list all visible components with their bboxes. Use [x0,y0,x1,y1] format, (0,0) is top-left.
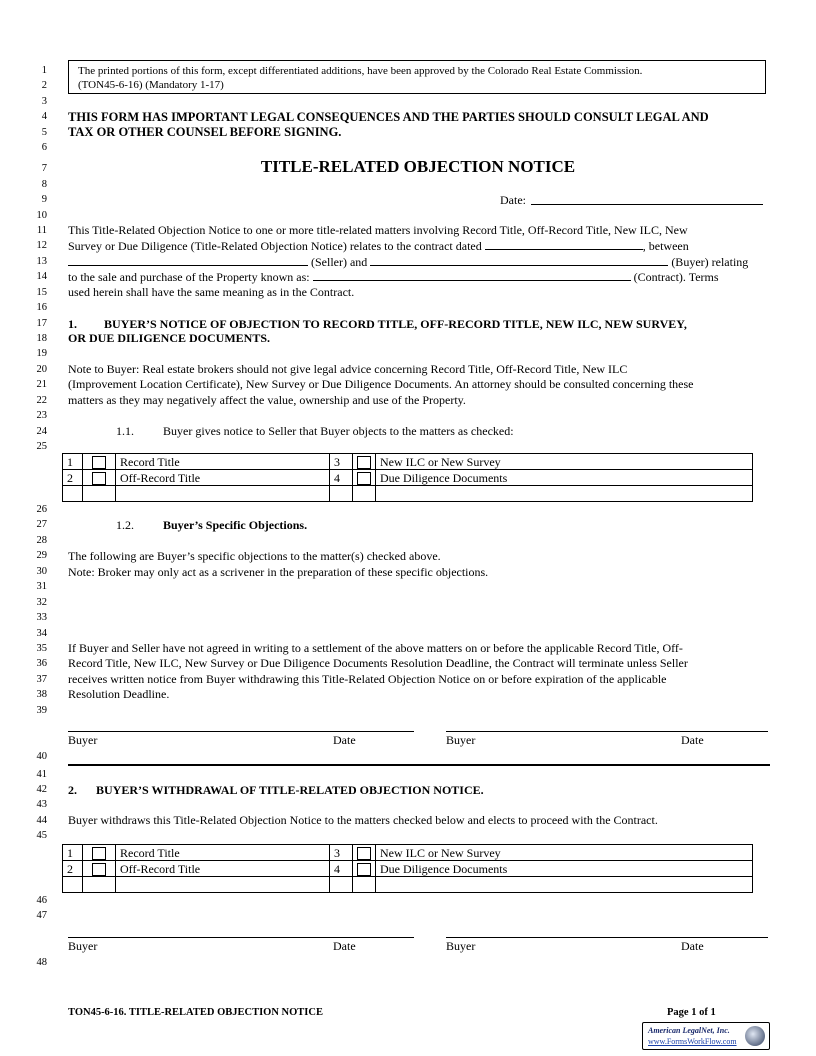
item-number: 1 [63,845,83,861]
signature-label: Buyer [68,733,98,747]
subsection-heading: Buyer’s Specific Objections. [163,518,308,532]
section-divider [68,764,770,766]
line-number: 39 [36,705,47,716]
line-number: 44 [36,815,47,826]
page-title: TITLE-RELATED OBJECTION NOTICE [260,157,576,176]
empty-cell [330,486,353,502]
withdrawal-checklist-table [62,844,753,893]
note-to-buyer-line: matters as they may negatively affect the value, ownership and use of the Property. [68,393,466,407]
intro-text: (Contract). Terms [633,270,719,284]
empty-cell [116,486,330,502]
line-number: 7 [41,163,47,174]
line-number: 15 [36,287,47,298]
approval-notice-box [68,60,766,94]
approval-notice-line: The printed portions of this form, except differentiated additions, have been approved by the Colorado Real Estate Commission. [78,65,643,77]
american-legalnet-logo[interactable] [642,1022,770,1050]
line-number: 41 [36,769,47,780]
termination-paragraph-line: receives written notice from Buyer withdrawing this Title-Related Objection Notice on or before expiration of the applicable [68,672,667,686]
line-number: 35 [36,643,47,654]
logo-url-link[interactable]: www.FormsWorkFlow.com [648,1037,737,1046]
line-number: 29 [36,550,47,561]
intro-line: used herein shall have the same meaning as in the Contract. [68,285,355,299]
objection-checklist-table [62,453,753,502]
line-number: 14 [36,271,47,282]
item-number: 2 [63,861,83,877]
specific-objections-line: The following are Buyer’s specific objections to the matter(s) checked above. [68,549,441,563]
termination-paragraph-line: Resolution Deadline. [68,687,170,701]
line-number: 8 [41,179,47,190]
note-to-buyer-line: (Improvement Location Certificate), New Survey or Due Diligence Documents. An attorney should be consulted concerning these [68,377,694,391]
line-number: 1 [41,65,47,76]
line-number: 36 [36,658,47,669]
line-number: 45 [36,830,47,841]
section1-heading: OR DUE DILIGENCE DOCUMENTS. [68,331,271,345]
line-number: 40 [36,751,47,762]
item-label: Off-Record Title [116,470,330,486]
subsection-number: 1.1. [116,424,134,438]
item-number: 3 [330,454,353,470]
item-number: 3 [330,845,353,861]
line-number: 11 [36,225,47,236]
intro-line: This Title-Related Objection Notice to one or more title-related matters involving Record Title, Off-Record Title, New ILC, New [68,223,688,237]
empty-cell [83,486,116,502]
intro-text: (Seller) and [311,255,368,269]
table-row [63,470,753,486]
line-number: 43 [36,799,47,810]
globe-icon [745,1026,765,1046]
due-diligence-checkbox[interactable] [353,470,376,486]
footer-form-id: TON45-6-16. TITLE-RELATED OBJECTION NOTICE [68,1007,323,1018]
line-number: 3 [41,96,47,107]
line-number: 4 [41,111,47,122]
item-number: 4 [330,470,353,486]
empty-cell [353,486,376,502]
line-number: 46 [36,895,47,906]
subsection-text: Buyer gives notice to Seller that Buyer objects to the matters as checked: [163,424,514,438]
item-label: Record Title [116,845,330,861]
contract-date-field[interactable] [485,238,643,250]
intro-text: , between [642,239,689,253]
empty-cell [83,877,116,893]
item-label: New ILC or New Survey [376,454,753,470]
specific-objections-line: Note: Broker may only act as a scrivener in the preparation of these specific objections. [68,565,489,579]
line-number: 17 [36,318,47,329]
section1-number: 1. [68,317,77,331]
line-number: 37 [36,674,47,685]
item-label: New ILC or New Survey [376,845,753,861]
intro-text: (Buyer) relating [671,255,749,269]
section2-number: 2. [68,783,77,797]
logo-company-name: American LegalNet, Inc. [648,1026,730,1035]
new-ilc-checkbox[interactable] [353,454,376,470]
line-number: 26 [36,504,47,515]
seller-name-field[interactable] [68,254,308,266]
section1-heading: BUYER’S NOTICE OF OBJECTION TO RECORD TITLE, OFF-RECORD TITLE, NEW ILC, NEW SURVEY, [104,317,687,331]
intro-line [68,269,719,285]
line-number: 22 [36,395,47,406]
line-number: 20 [36,364,47,375]
line-number: 32 [36,597,47,608]
date-field[interactable] [531,193,763,209]
buyer-signature-line[interactable] [68,937,414,938]
buyer-signature-line[interactable] [446,937,768,938]
line-number: 16 [36,302,47,313]
line-number: 30 [36,566,47,577]
line-number: 19 [36,348,47,359]
empty-cell [116,877,330,893]
table-row [63,877,753,893]
legal-warning-line: THIS FORM HAS IMPORTANT LEGAL CONSEQUENCES AND THE PARTIES SHOULD CONSULT LEGAL AND [68,110,709,124]
property-field[interactable] [313,269,631,281]
empty-cell [63,877,83,893]
line-number: 5 [41,127,47,138]
legal-warning-line: TAX OR OTHER COUNSEL BEFORE SIGNING. [68,125,342,139]
intro-text: to the sale and purchase of the Property known as: [68,270,310,284]
footer-page-number: Page 1 of 1 [667,1007,716,1018]
table-row [63,486,753,502]
line-number: 24 [36,426,47,437]
line-number: 27 [36,519,47,530]
line-number: 25 [36,441,47,452]
line-number: 42 [36,784,47,795]
record-title-checkbox[interactable] [83,845,116,861]
table-row [63,845,753,861]
item-label: Off-Record Title [116,861,330,877]
termination-paragraph-line: If Buyer and Seller have not agreed in writing to a settlement of the above matters on or before the applicable Record Title, Off- [68,641,683,655]
buyer-signature-line[interactable] [68,731,414,732]
line-number: 38 [36,689,47,700]
empty-cell [63,486,83,502]
approval-notice-line: (TON45-6-16) (Mandatory 1-17) [78,79,224,91]
note-to-buyer-line: Note to Buyer: Real estate brokers should not give legal advice concerning Record Title, Off-Record Title, New ILC [68,362,628,376]
line-number: 31 [36,581,47,592]
date-label: Date: [500,193,526,207]
item-number: 1 [63,454,83,470]
signature-label: Buyer [446,733,476,747]
line-number: 18 [36,333,47,344]
buyer-signature-line[interactable] [446,731,768,732]
empty-cell [353,877,376,893]
subsection-number: 1.2. [116,518,134,532]
item-label: Due Diligence Documents [376,470,753,486]
table-row [63,454,753,470]
item-label: Record Title [116,454,330,470]
line-number: 33 [36,612,47,623]
off-record-title-checkbox[interactable] [83,861,116,877]
line-number: 48 [36,957,47,968]
line-number: 28 [36,535,47,546]
empty-cell [376,486,753,502]
record-title-checkbox[interactable] [83,454,116,470]
item-number: 4 [330,861,353,877]
table-row [63,861,753,877]
line-number: 34 [36,628,47,639]
off-record-title-checkbox[interactable] [83,470,116,486]
signature-date-label: Date [681,733,704,747]
signature-date-label: Date [333,733,356,747]
line-number: 47 [36,910,47,921]
empty-cell [376,877,753,893]
line-number: 9 [41,194,47,205]
line-number: 23 [36,410,47,421]
line-number: 13 [36,256,47,267]
line-number: 21 [36,379,47,390]
signature-date-label: Date [333,939,356,953]
signature-label: Buyer [446,939,476,953]
due-diligence-checkbox[interactable] [353,861,376,877]
line-number: 12 [36,240,47,251]
signature-date-label: Date [681,939,704,953]
new-ilc-checkbox[interactable] [353,845,376,861]
termination-paragraph-line: Record Title, New ILC, New Survey or Due Diligence Documents Resolution Deadline, the Contract will terminate unless Seller [68,656,688,670]
intro-line [68,238,689,254]
empty-cell [330,877,353,893]
buyer-name-field[interactable] [370,254,668,266]
line-number: 2 [41,80,47,91]
line-number: 6 [41,142,47,153]
signature-label: Buyer [68,939,98,953]
withdrawal-text: Buyer withdraws this Title-Related Objection Notice to the matters checked below and elects to proceed with the Contract. [68,813,658,827]
intro-text: Survey or Due Diligence (Title-Related Objection Notice) relates to the contract dated [68,239,482,253]
intro-line [68,254,748,270]
section2-heading: BUYER’S WITHDRAWAL OF TITLE-RELATED OBJECTION NOTICE. [96,783,484,797]
line-number: 10 [36,210,47,221]
item-label: Due Diligence Documents [376,861,753,877]
item-number: 2 [63,470,83,486]
